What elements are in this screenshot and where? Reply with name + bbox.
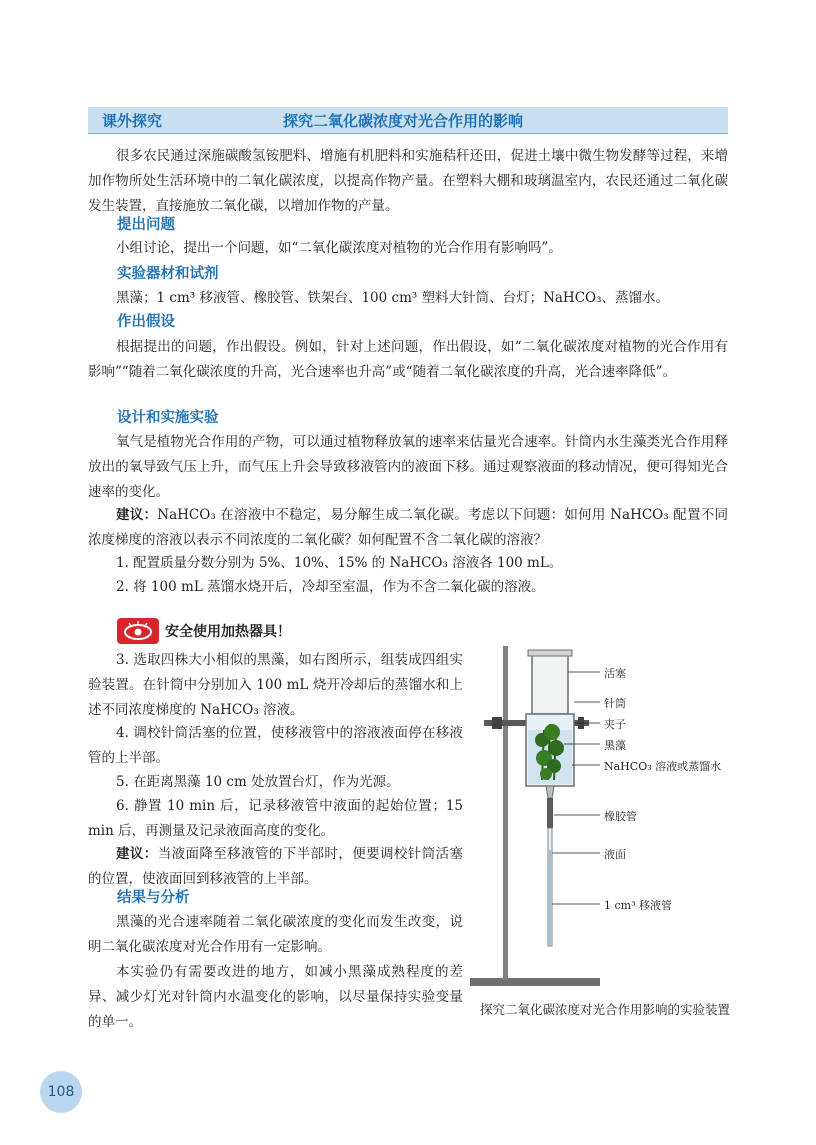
suggestion-2-lead: 建议： — [116, 846, 158, 862]
eye-warning-icon — [117, 618, 159, 644]
suggestion-1-text: NaHCO₃ 在溶液中不稳定，易分解生成二氧化碳。考虑以下问题：如何用 NaHCO₃ 配置不同浓度梯度的溶液以表示不同浓度的二氧化碳？如何配置不含二氧化碳的溶液？ — [88, 507, 729, 548]
rubber-tube — [547, 798, 553, 828]
heading-hypothesis: 作出假设 — [117, 314, 175, 330]
page-number: 108 — [40, 1071, 82, 1113]
question-text: 小组讨论，提出一个问题，如“二氧化碳浓度对植物的光合作用有影响吗”。 — [116, 240, 562, 256]
step-4: 4. 调校针筒活塞的位置，使移液管中的溶液液面停在移液管的上半部。 — [88, 725, 463, 766]
suggestion-2 — [88, 842, 463, 892]
design-text: 氧气是植物光合作用的产物，可以通过植物释放氧的速率来估量光合速率。针筒内水生藻类光合作用释放出的氧导致气压上升，而气压上升会导致移液管内的液面下移。通过观察液面的移动情况，便可得知光合速率的变化。 — [88, 434, 728, 500]
safety-note — [117, 616, 291, 646]
section-header-bar — [88, 107, 728, 134]
step-2: 2. 将 100 mL 蒸馏水烧开后，冷却至室温，作为不含二氧化碳的溶液。 — [116, 579, 545, 595]
label-liquid-level: 液面 — [604, 848, 626, 861]
materials-text: 黑藻；1 cm³ 移液管、橡胶管、铁架台、100 cm³ 塑料大针筒、台灯；NaHCO₃、蒸馏水。 — [116, 290, 670, 306]
plunger — [532, 652, 568, 714]
suggestion-2-text: 当液面降至移液管的下半部时，便要调校针筒活塞的位置，使液面回到移液管的上半部。 — [88, 846, 463, 887]
label-plunger: 活塞 — [604, 667, 626, 680]
label-rubber-tube: 橡胶管 — [604, 810, 637, 823]
suggestion-1-lead: 建议： — [116, 507, 158, 523]
label-clamp: 夹子 — [604, 718, 626, 731]
hypothesis-text: 根据提出的问题，作出假设。例如，针对上述问题，作出假设，如“二氧化碳浓度对植物的光合作用有影响”“随着二氧化碳浓度的升高，光合速率也升高”或“随着二氧化碳浓度的升高，光合速率降低”。 — [88, 339, 728, 380]
step-6: 6. 静置 10 min 后，记录移液管中液面的起始位置；15 min 后，再测量及记录液面高度的变化。 — [88, 798, 463, 839]
label-hydrilla: 黑藻 — [604, 739, 626, 752]
suggestion-1 — [88, 503, 728, 553]
stand-base — [470, 978, 600, 986]
step-5: 5. 在距离黑藻 10 cm 处放置台灯，作为光源。 — [116, 774, 400, 790]
stand-rod — [503, 646, 508, 980]
label-solution: NaHCO₃ 溶液或蒸馏水 — [604, 760, 722, 773]
label-pipette: 1 cm³ 移液管 — [604, 899, 672, 912]
clamp-knob — [492, 717, 502, 729]
figure-caption: 探究二氧化碳浓度对光合作用影响的实验装置 — [480, 1002, 731, 1017]
result-text-2: 本实验仍有需要改进的地方，如减小黑藻成熟程度的差异、减少灯光对针筒内水温变化的影响，以尽量保持实验变量的单一。 — [88, 964, 463, 1030]
safety-text: 安全使用加热器具！ — [165, 624, 291, 640]
step-1: 1. 配置质量分数分别为 5%、10%、15% 的 NaHCO₃ 溶液各 100 mL。 — [116, 555, 563, 571]
result-text-1: 黑藻的光合速率随着二氧化碳浓度的变化而发生改变，说明二氧化碳浓度对光合作用有一定影响。 — [88, 914, 463, 955]
heading-result: 结果与分析 — [117, 890, 190, 906]
heading-materials: 实验器材和试剂 — [117, 266, 219, 282]
intro-paragraph: 很多农民通过深施碳酸氢铵肥料、增施有机肥料和实施秸秆还田，促进土壤中微生物发酵等过程，来增加作物所处生活环境中的二氧化碳浓度，以提高作物产量。在塑料大棚和玻璃温室内，农民还通过二氧化碳发生装置，直接施放二氧化碳，以增加作物的产量。 — [88, 148, 728, 214]
heading-question: 提出问题 — [117, 217, 175, 233]
page-title: 探究二氧化碳浓度对光合作用的影响 — [283, 112, 524, 130]
label-syringe: 针筒 — [604, 697, 626, 710]
apparatus-figure — [470, 640, 770, 1020]
section-label: 课外探究 — [102, 112, 163, 130]
syringe-tip — [546, 786, 554, 798]
step-3: 3. 选取四株大小相似的黑藻，如右图所示，组装成四组实验装置。在针筒中分别加入 100 mL 烧开冷却后的蒸馏水和上述不同浓度梯度的 NaHCO₃ 溶液。 — [88, 652, 463, 718]
heading-design: 设计和实施实验 — [117, 410, 219, 426]
